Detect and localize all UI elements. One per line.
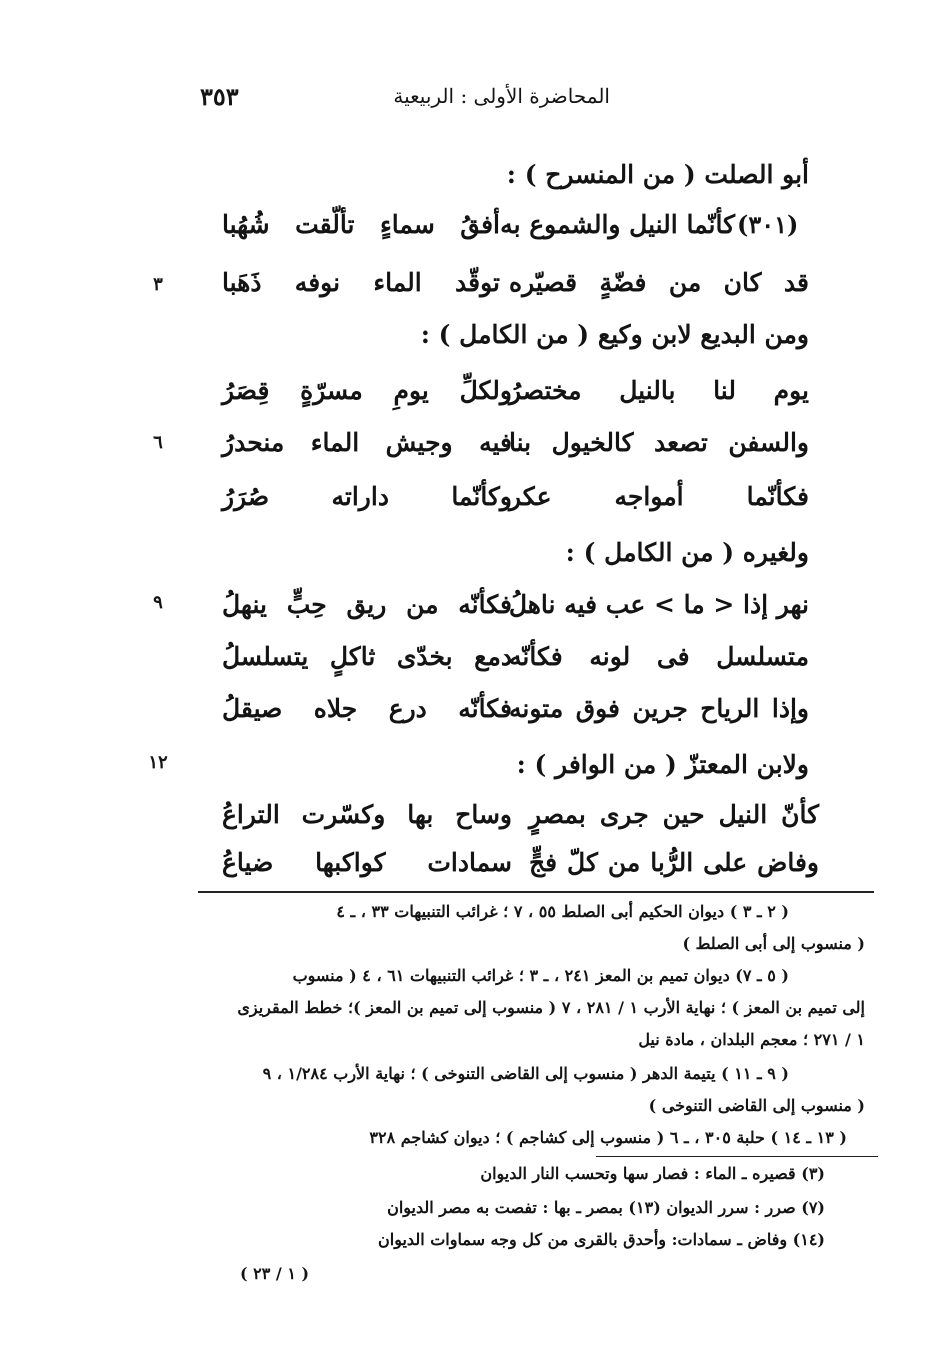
- verse-hemistich-left: أفقُ سماءٍ تألّقت شُهُبا: [222, 210, 500, 239]
- verse-hemistich-left: سمادات كواكبها ضياعُ: [222, 848, 512, 877]
- footnote-line: ( ٥ ـ ٧) ديوان تميم بن المعز ٢٤١ ، ـ ٣ ؛ غرائب التنبيهات ٦١ ، ٤ ( منسوب: [292, 966, 789, 985]
- verse-hemistich-left: توقّد الماء نوفه ذَهَبا: [222, 268, 500, 297]
- section-heading: ولابن المعتزّ ( من الوافر ) :: [516, 750, 809, 779]
- section-heading: أبو الصلت ( من المنسرح ) :: [506, 160, 809, 189]
- verse-hemistich-right: يوم لنا بالنيل مختصرُ: [509, 376, 809, 405]
- gloss-line: (٧) صرر : سرر الديوان (١٣) بمصر ـ بها : تفصت به مصر الديوان: [387, 1198, 825, 1217]
- verse-hemistich-left: فكأنّه من ريق حِبٍّ ينهلُ: [222, 590, 512, 619]
- page-number: ٣٥٣: [200, 82, 239, 111]
- verse-hemistich-left: فيه وجيش الماء منحدرُ: [222, 428, 512, 457]
- footnote-line: ( منسوب إلى أبى الصلط ): [682, 934, 865, 953]
- section-heading: ومن البديع لابن وكيع ( من الكامل ) :: [420, 320, 809, 349]
- line-number: ٩: [153, 592, 163, 613]
- verse-hemistich-right: قد كان من فضّةٍ قصيّره: [509, 268, 809, 297]
- line-number: ١٢: [148, 752, 168, 773]
- section-heading: ولغيره ( من الكامل ) :: [565, 538, 809, 567]
- verse-hemistich-left: فكأنّه درع جلاه صيقلُ: [222, 694, 512, 723]
- verse-hemistich-right: والسفن تصعد كالخيول بنا: [509, 428, 809, 457]
- verse-hemistich-left: وساح بها وكسّرت التراعُ: [222, 800, 512, 829]
- verse-hemistich-right: كأنّما النيل والشموع به: [500, 210, 735, 239]
- verse-hemistich-right: كأنّ النيل حين جرى بمصرٍ: [529, 800, 819, 829]
- verse-hemistich-right: نهر إذا < ما > عب فيه ناهلُ: [508, 590, 809, 619]
- verse-hemistich-right: فكأنّما أمواجه عكر: [509, 482, 809, 511]
- variant-separator: [596, 1156, 878, 1157]
- running-header-title: المحاضرة الأولى : الربيعية: [393, 84, 610, 108]
- footnote-line: ( منسوب إلى القاضى التنوخى ): [648, 1096, 865, 1115]
- line-number: ٣: [153, 274, 163, 295]
- verse-hemistich-left: ولكلِّ يومِ مسرّةٍ قِصَرُ: [222, 376, 512, 405]
- verse-hemistich-right: وإذا الرياح جرين فوق متونه: [509, 694, 809, 723]
- footnote-line: ( ٩ ـ ١١ ) يتيمة الدهر ( منسوب إلى القاضى التنوخى ) ؛ نهاية الأرب ١/٢٨٤ ، ٩: [262, 1064, 789, 1083]
- line-number: ٦: [153, 432, 163, 453]
- gloss-line: (٣) قصيره ـ الماء : فصار سها وتحسب النار الديوان: [480, 1164, 825, 1183]
- footnote-line: إلى تميم بن المعز ) ؛ نهاية الأرب ١ / ٢٨١ ، ٧ ( منسوب إلى تميم بن المعز )؛ خطط المقريزى: [237, 998, 865, 1017]
- footnote-line: ١ / ٢٧١ ؛ معجم البلدان ، مادة نيل: [638, 1030, 865, 1049]
- footnote-line: ( ١٣ ـ ١٤ ) حلبة ٣٠٥ ، ـ ٦ ( منسوب إلى كشاجم ) ؛ ديوان كشاجم ٣٢٨: [369, 1128, 847, 1147]
- verse-hemistich-right: متسلسل فى لونه فكأنّه: [509, 642, 809, 671]
- gloss-line: (١٤) وفاض ـ سمادات: وأحدق بالقرى من كل وجه سماوات الديوان: [378, 1230, 825, 1249]
- signature-mark: ( ١ / ٢٣ ): [240, 1264, 310, 1283]
- verse-number: (٣٠١): [737, 210, 799, 239]
- footnote-separator: [198, 891, 874, 893]
- verse-hemistich-left: وكأنّما داراته صُرَرُ: [222, 482, 512, 511]
- verse-hemistich-right: وفاض على الرُّبا من كلّ فجٍّ: [529, 848, 819, 877]
- verse-hemistich-left: دمع بخدّى ثاكلٍ يتسلسلُ: [222, 642, 512, 671]
- footnote-line: ( ٢ ـ ٣ ) ديوان الحكيم أبى الصلط ٥٥ ، ٧ ؛ غرائب التنبيهات ٣٣ ، ـ ٤: [336, 902, 789, 921]
